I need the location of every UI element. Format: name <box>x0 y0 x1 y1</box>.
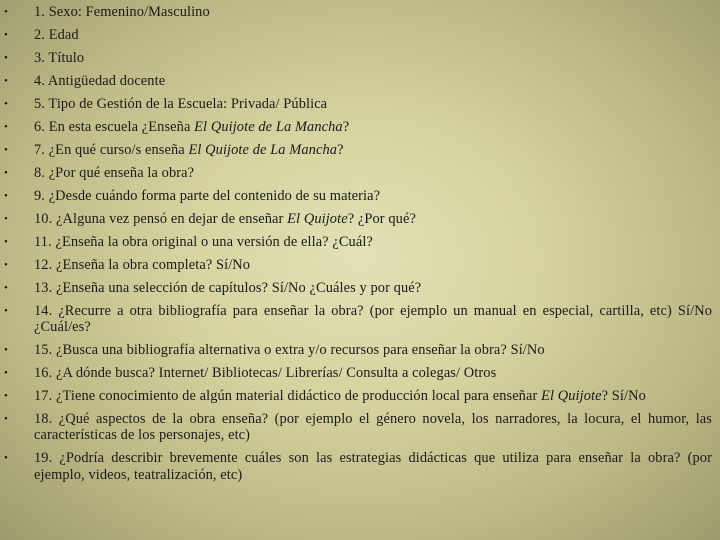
list-item <box>0 73 712 89</box>
question-text: 11. ¿Enseña la obra original o una versión de ella? ¿Cuál? <box>34 234 373 250</box>
question-text: 8. ¿Por qué enseña la obra? <box>34 165 195 181</box>
bullet-icon: • <box>4 52 8 64</box>
list-item <box>0 50 712 66</box>
list-item <box>0 365 712 381</box>
bullet-icon: • <box>4 121 8 133</box>
question-text: 9. ¿Desde cuándo forma parte del contenido de su materia? <box>34 188 381 204</box>
list-item <box>0 303 712 335</box>
question-text: 17. ¿Tiene conocimiento de algún material didáctico de producción local para enseñar El Quijote? Sí/No <box>34 388 646 405</box>
list-item <box>0 96 712 112</box>
bullet-icon: • <box>4 413 8 426</box>
list-item <box>0 27 712 43</box>
question-text: 14. ¿Recurre a otra bibliografía para enseñar la obra? (por ejemplo un manual en especial, cartilla, etc) Sí/No ¿Cuál/es? <box>34 303 712 336</box>
list-item <box>0 388 712 404</box>
list-item <box>0 4 712 20</box>
question-text: 15. ¿Busca una bibliografía alternativa o extra y/o recursos para enseñar la obra? Sí/No <box>34 342 545 359</box>
book-title: El Quijote de La Mancha <box>188 142 338 158</box>
bullet-icon: • <box>4 6 8 18</box>
question-text: 4. Antigüedad docente <box>34 73 166 89</box>
bullet-icon: • <box>4 29 8 41</box>
question-text: 16. ¿A dónde busca? Internet/ Bibliotecas/ Librerías/ Consulta a colegas/ Otros <box>34 365 497 382</box>
list-item <box>0 234 712 250</box>
list-item <box>0 411 712 443</box>
bullet-icon: • <box>4 452 8 465</box>
question-text: 1. Sexo: Femenino/Masculino <box>34 4 210 20</box>
list-item <box>0 142 712 158</box>
list-item <box>0 188 712 204</box>
list-item <box>0 257 712 273</box>
bullet-icon: • <box>4 144 8 156</box>
bullet-icon: • <box>4 98 8 110</box>
bullet-icon: • <box>4 390 8 403</box>
question-text: 2. Edad <box>34 27 79 43</box>
question-text: 13. ¿Enseña una selección de capítulos? Sí/No ¿Cuáles y por qué? <box>34 280 422 296</box>
bullet-icon: • <box>4 305 8 317</box>
bullet-icon: • <box>4 213 8 225</box>
list-item <box>0 165 712 181</box>
list-item <box>0 211 712 227</box>
question-text: 10. ¿Alguna vez pensó en dejar de enseñar El Quijote? ¿Por qué? <box>34 211 416 227</box>
question-list <box>0 4 712 490</box>
bullet-icon: • <box>4 282 8 294</box>
list-item <box>0 119 712 135</box>
list-item <box>0 342 712 358</box>
book-title: El Quijote <box>287 211 348 227</box>
bullet-icon: • <box>4 167 8 179</box>
book-title: El Quijote de La Mancha <box>194 119 343 135</box>
question-text: 12. ¿Enseña la obra completa? Sí/No <box>34 257 251 273</box>
question-text: 5. Tipo de Gestión de la Escuela: Privada/ Pública <box>34 96 328 112</box>
bullet-icon: • <box>4 344 8 357</box>
bullet-icon: • <box>4 259 8 271</box>
bullet-icon: • <box>4 75 8 87</box>
question-text: 6. En esta escuela ¿Enseña El Quijote de La Mancha? <box>34 119 350 135</box>
question-text: 7. ¿En qué curso/s enseña El Quijote de La Mancha? <box>34 142 344 158</box>
list-item <box>0 450 712 482</box>
list-item <box>0 280 712 296</box>
question-text: 19. ¿Podría describir brevemente cuáles son las estrategias didácticas que utiliza para enseñar la obra? (por ejemplo, videos, teatralización, etc) <box>34 450 712 483</box>
bullet-icon: • <box>4 190 8 202</box>
question-text: 3. Título <box>34 50 85 66</box>
bullet-icon: • <box>4 367 8 380</box>
bullet-icon: • <box>4 236 8 248</box>
question-text: 18. ¿Qué aspectos de la obra enseña? (por ejemplo el género novela, los narradores, la locura, el humor, las características de los personajes, etc) <box>34 411 712 444</box>
book-title: El Quijote <box>541 388 602 405</box>
